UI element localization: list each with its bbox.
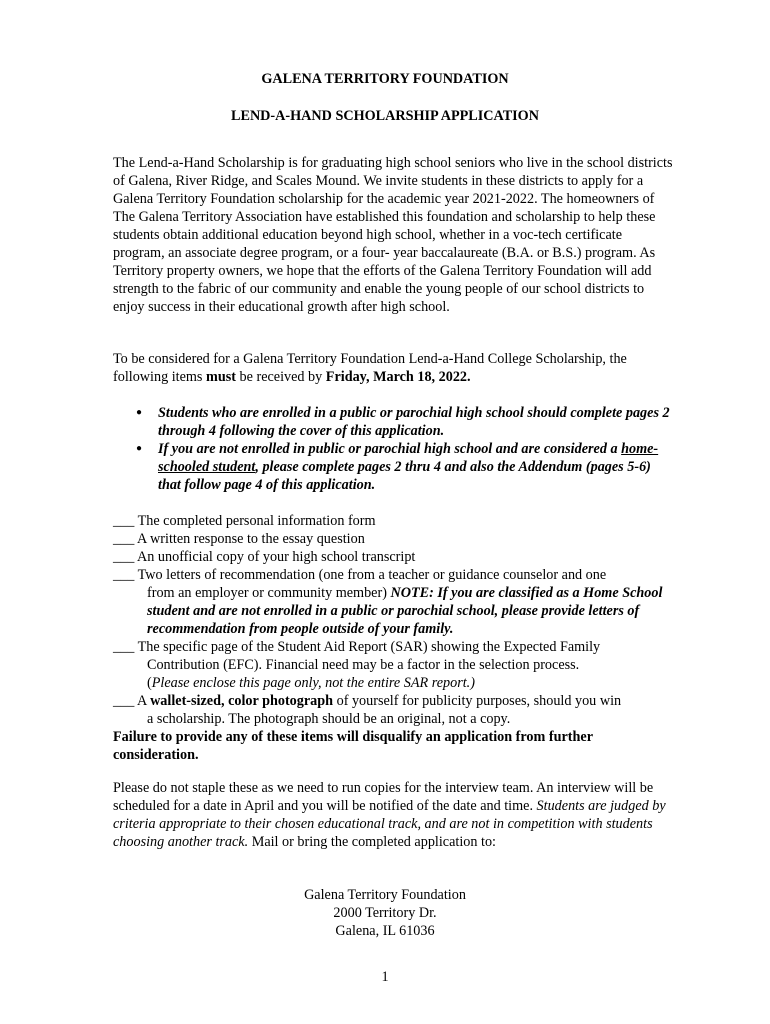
checklist-blank: ___ [113,693,135,709]
checklist-item-info-form [113,512,673,530]
checklist-blank: ___ [113,531,135,547]
checklist-text: of yourself for publicity purposes, should you win [333,693,622,709]
deadline-date: Friday, March 18, 2022. [325,369,471,385]
deadline-paragraph [113,350,673,386]
required-items-checklist [113,512,673,764]
criteria-note: Students are judged by criteria appropriate to their chosen educational track, and are not in competition with students choosing another track. [113,798,666,850]
mailing-address [0,886,770,940]
checklist-blank: ___ [113,639,135,655]
home-school-note: NOTE: If you are classified as a Home School student and are not enrolled in a public or parochial school, please provide letters of recommendation from people outside of your family. [147,585,663,637]
instructions-text: Please do not staple these as we need to run copies for the interview team. An interview will be scheduled for a date in April and you will be notified of the date and time. [113,780,654,814]
bullet-text: If you are not enrolled in public or parochial high school and are considered a [158,441,622,457]
checklist-blank: ___ [113,513,135,529]
checklist-blank: ___ [113,549,135,565]
checklist-continuation: a scholarship. The photograph should be an original, not a copy. [147,711,511,727]
checklist-item-recommendations [113,566,673,638]
page-number: 1 [381,969,389,985]
bullet-item-homeschool [113,440,673,494]
bullet-text: , please complete pages 2 thru 4 and also the Addendum (pages 5-6) that follow page 4 of this application. [158,459,651,493]
checklist-text: A [137,693,151,709]
checklist-item-essay [113,530,673,548]
checklist-text: An unofficial copy of your high school transcript [137,549,416,565]
failure-warning: Failure to provide any of these items will disqualify an application from further consideration. [113,729,593,763]
form-title: LEND-A-HAND SCHOLARSHIP APPLICATION [231,108,539,124]
checklist-text: The completed personal information form [137,513,376,529]
checklist-blank: ___ [113,567,135,583]
checklist-item-sar [113,638,673,692]
checklist-text: Two letters of recommendation (one from a teacher or guidance counselor and one [137,567,607,583]
sar-note: Please enclose this page only, not the entire SAR report.) [151,675,475,691]
address-street: 2000 Territory Dr. [333,905,437,921]
instructions-text: Mail or bring the completed application to: [248,834,496,850]
home-schooled-underline: home-schooled student [158,441,659,475]
checklist-item-transcript [113,548,673,566]
address-city: Galena, IL 61036 [335,923,435,939]
checklist-text: A written response to the essay question [137,531,365,547]
deadline-text-middle: be received by [235,369,326,385]
intro-paragraph: The Lend-a-Hand Scholarship is for graduating high school seniors who live in the school districts of Galena, River Ridge, and Scales Mound. We invite students in these districts to apply for a Galena Territory Foundation scholarship for the academic year 2021-2022. The homeowners of The Galena Territory Association have established this foundation and scholarship to help these students obtain additional education beyond high school, whether in a voc-tech certificate program, an associate degree program, or a four- year baccalaureate (B.A. or B.S.) program. As Territory property owners, we hope that the efforts of the Galena Territory Foundation will add strength to the fabric of our community and enable the young people of our school districts to enjoy success in their educational growth after high school. [113,155,673,315]
deadline-text-before: To be considered for a Galena Territory Foundation Lend-a-Hand College Scholarship, the following items [113,351,627,385]
org-title: GALENA TERRITORY FOUNDATION [261,71,509,87]
checklist-item-photo [113,692,673,728]
photo-emphasis: wallet-sized, color photograph [150,693,334,709]
bullet-item-enrolled [113,404,673,440]
checklist-text: The specific page of the Student Aid Report (SAR) showing the Expected Family [137,639,601,655]
checklist-text: from an employer or community member) [147,585,391,601]
checklist-continuation [113,584,673,638]
instructions-paragraph [113,779,673,851]
checklist-text: Contribution (EFC). Financial need may be a factor in the selection process. [147,657,580,673]
address-name: Galena Territory Foundation [304,887,466,903]
checklist-continuation [113,656,673,692]
bullet-icon: ● [136,407,143,418]
instruction-bullets [113,404,673,494]
bullet-text: Students who are enrolled in a public or parochial high school should complete pages 2 through 4 following the cover of this application. [158,405,670,439]
bullet-icon: ● [136,443,143,454]
must-emphasis: must [206,369,236,385]
paren-open: ( [147,675,152,691]
